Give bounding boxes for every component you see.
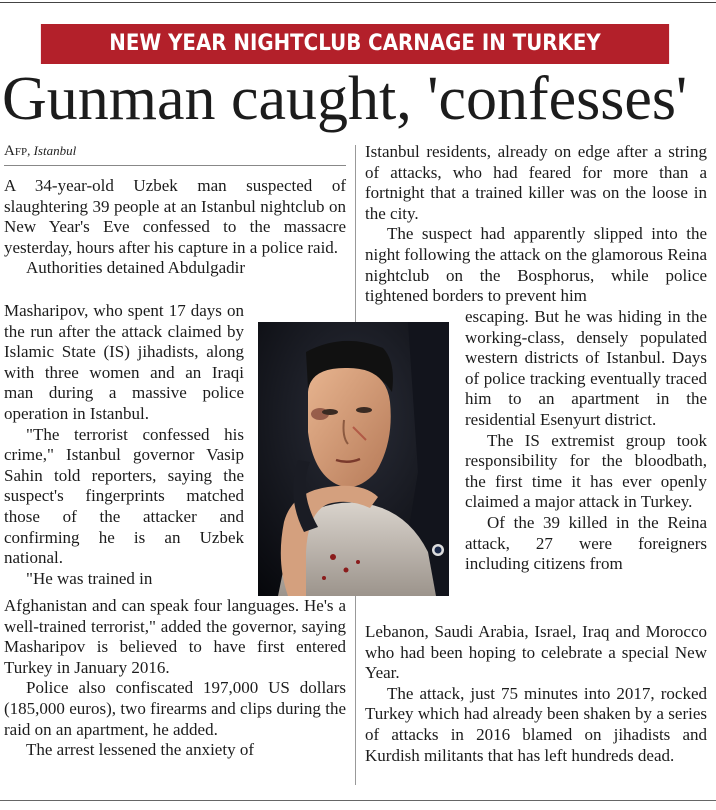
column-1-narrow	[4, 301, 244, 589]
paragraph: The arrest lessened the anxiety of	[26, 740, 254, 760]
byline-rule	[4, 165, 346, 166]
column-1-top	[4, 176, 346, 279]
paragraph: "He was trained in	[26, 568, 153, 588]
top-rule	[0, 2, 716, 3]
byline: Afp, Istanbul	[4, 143, 77, 159]
byline-location: Istanbul	[33, 143, 77, 158]
paragraph: Masharipov, who spent 17 days on the run after the attack claimed by Islamic State (IS) jihadists, along with three women and an Iraqi man during a massive police operation in Istanbul.	[4, 301, 244, 423]
paragraph: Police also confiscated 197,000 US dollars (185,000 euros), two firearms and clips during the raid on an apartment, he added.	[4, 678, 346, 739]
paragraph: Authorities detained Abdulgadir	[26, 258, 246, 278]
paragraph: Of the 39 killed in the Reina attack, 27 were foreigners including citizens from	[465, 512, 707, 574]
column-2-bottom	[365, 622, 707, 766]
column-2-top	[365, 142, 707, 307]
kicker-banner: NEW YEAR NIGHTCLUB CARNAGE IN TURKEY	[41, 24, 669, 64]
byline-agency: Afp	[4, 143, 28, 159]
paragraph: The IS extremist group took responsibility for the bloodbath, the first time it has ever openly claimed a major attack in Turkey.	[465, 430, 707, 512]
suspect-photo	[258, 322, 449, 596]
column-2-narrow	[465, 307, 707, 575]
paragraph: The suspect had apparently slipped into the night following the attack on the glamorous Reina nightclub on the Bosphorus, while police tightened borders to prevent him	[365, 224, 707, 306]
bottom-rule	[0, 800, 716, 801]
paragraph: Lebanon, Saudi Arabia, Israel, Iraq and Morocco who had been hoping to celebrate a special New Year.	[365, 622, 707, 683]
column-1-bottom	[4, 596, 346, 761]
paragraph: Istanbul residents, already on edge after a string of attacks, who had feared for more than a fortnight that a trained killer was on the loose in the city.	[365, 142, 707, 223]
paragraph: Afghanistan and can speak four languages. He's a well-trained terrorist," added the governor, saying Masharipov is believed to have first entered Turkey in January 2016.	[4, 596, 346, 677]
paragraph: A 34-year-old Uzbek man suspected of slaughtering 39 people at an Istanbul nightclub on New Year's Eve confessed to the massacre yesterday, hours after his capture in a police raid.	[4, 176, 346, 257]
paragraph: "The terrorist confessed his crime," Istanbul governor Vasip Sahin told reporters, saying the suspect's fingerprints matched those of the attacker and confirming he is an Uzbek national.	[4, 424, 244, 568]
paragraph: escaping. But he was hiding in the working-class, densely populated western districts of Istanbul. Days of police tracking eventually traced him to an apartment in the residential Esenyurt district.	[465, 307, 707, 429]
headline: Gunman caught, 'confesses'	[2, 65, 688, 133]
paragraph: The attack, just 75 minutes into 2017, rocked Turkey which had already been shaken by a series of attacks in 2016 blamed on jihadists and Kurdish militants that has left hundreds dead.	[365, 683, 707, 765]
